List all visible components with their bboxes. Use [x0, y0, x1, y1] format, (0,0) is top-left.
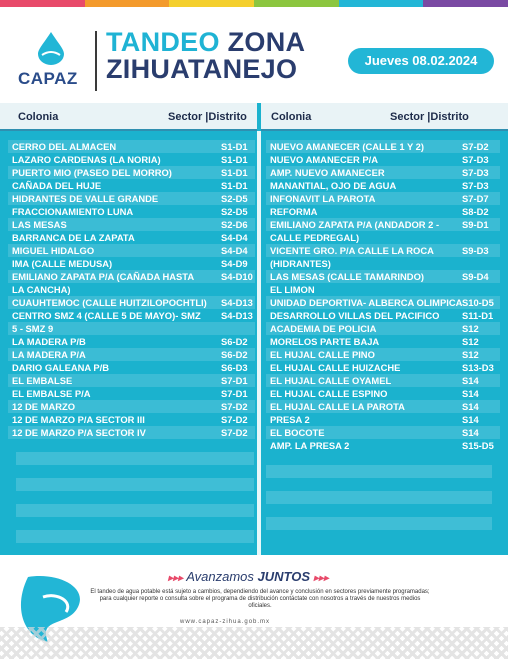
colonia-name: EL HUJAL CALLE HUIZACHE: [270, 362, 401, 373]
colonia-name: FRACCIONAMIENTO LUNA: [12, 206, 134, 217]
sector-code: S14: [462, 401, 479, 412]
title-part1: TANDEO: [106, 27, 220, 57]
table-row: [8, 257, 255, 270]
logo-text: CAPAZ: [18, 69, 78, 88]
table-row: [8, 374, 255, 387]
colonia-name: MORELOS PARTE BAJA: [270, 336, 380, 347]
colonia-name: AMP. NUEVO AMANECER: [270, 167, 385, 178]
sector-code: S1-D1: [221, 141, 248, 152]
colonia-name: LAS MESAS: [12, 219, 67, 230]
title-part2: ZONA: [227, 27, 306, 57]
sector-code: S7-D1: [221, 375, 248, 386]
table-row: [266, 205, 500, 218]
colonia-name: 12 DE MARZO P/A SECTOR III: [12, 414, 145, 425]
colonia-name: EMILIANO ZAPATA P/A (CAÑADA HASTA: [12, 271, 195, 282]
colonia-name: CERRO DEL ALMACEN: [12, 141, 117, 152]
date-badge: Jueves 08.02.2024: [348, 48, 494, 74]
sector-code: S7-D3: [462, 180, 489, 191]
sector-code: S13-D3: [462, 362, 494, 373]
table-row: [8, 296, 255, 309]
table-row: [266, 348, 500, 361]
sector-code: S12: [462, 336, 479, 347]
right-colonia-header: Colonia: [271, 111, 312, 123]
colonia-name: EL HUJAL CALLE LA PAROTA: [270, 401, 405, 412]
table-row: [266, 400, 500, 413]
table-row: [8, 231, 255, 244]
sector-code: S2-D6: [221, 219, 248, 230]
table-row: [8, 140, 255, 153]
table-row: [8, 413, 255, 426]
table-row: [8, 348, 255, 361]
colonia-name: EL HUJAL CALLE ESPINO: [270, 388, 388, 399]
table-row: [8, 400, 255, 413]
left-column-header: [0, 103, 257, 131]
sector-code: S14: [462, 375, 479, 386]
sector-code: S4-D4: [221, 245, 248, 256]
table-row: [8, 335, 255, 348]
sector-code: S9-D4: [462, 271, 489, 282]
colonia-name: ACADEMIA DE POLICIA: [270, 323, 377, 334]
sector-code: S1-D1: [221, 167, 248, 178]
colonia-name: PRESA 2: [270, 414, 310, 425]
sector-code: S10-D5: [462, 297, 494, 308]
colonia-name: CAÑADA DEL HUJE: [12, 180, 102, 191]
colonia-name: EMILIANO ZAPATA P/A (ANDADOR 2 -: [270, 219, 440, 230]
colonia-name: CENTRO SMZ 4 (CALLE 5 DE MAYO)- SMZ: [12, 310, 201, 321]
left-rows: [8, 140, 255, 439]
colonia-name: 12 DE MARZO: [12, 401, 76, 412]
colonia-name: LA MADERA P/B: [12, 336, 86, 347]
colonia-name: LAS MESAS (CALLE TAMARINDO): [270, 271, 424, 282]
empty-row: [16, 452, 254, 465]
right-column-header: [261, 103, 508, 131]
sector-code: S7-D3: [462, 167, 489, 178]
colonia-name: LA CANCHA): [12, 284, 71, 295]
colonia-name: (HIDRANTES): [270, 258, 331, 269]
header-divider: [95, 31, 97, 91]
colonia-name: AMP. LA PRESA 2: [270, 440, 350, 451]
header: [0, 7, 508, 100]
colonia-name: EL LIMON: [270, 284, 315, 295]
table-row: [266, 413, 500, 426]
empty-row: [266, 491, 492, 504]
colonia-name: CUAUHTEMOC (CALLE HUITZILOPOCHTLI): [12, 297, 207, 308]
colonia-name: HIDRANTES DE VALLE GRANDE: [12, 193, 159, 204]
table-row: [266, 439, 500, 452]
table-row: [266, 309, 500, 322]
sector-code: S2-D5: [221, 206, 248, 217]
slogan-part1: Avanzamos: [186, 569, 254, 584]
colonia-name: MIGUEL HIDALGO: [12, 245, 95, 256]
sector-code: S4-D13: [221, 310, 253, 321]
table-row: [8, 322, 255, 335]
right-sector-header: Sector |Distrito: [390, 111, 469, 123]
sector-code: S14: [462, 427, 479, 438]
colonia-name: 12 DE MARZO P/A SECTOR IV: [12, 427, 146, 438]
column-divider: [257, 131, 261, 555]
colonia-name: INFONAVIT LA PAROTA: [270, 193, 376, 204]
sector-code: S7-D3: [462, 154, 489, 165]
table-row: [8, 205, 255, 218]
colonia-name: EL BOCOTE: [270, 427, 325, 438]
colonia-name: BARRANCA DE LA ZAPATA: [12, 232, 135, 243]
top-color-strip: [0, 0, 508, 7]
left-sector-header: Sector |Distrito: [168, 111, 247, 123]
colonia-name: DARIO GALEANA P/B: [12, 362, 110, 373]
footer-note: El tandeo de agua potable está sujeto a cambios, dependiendo del avance y conclusión en sectores previamente programadas; para cualquier reporte o consulta sobre el programa de distribución contáctate con nosotros a través de nuestros medios oficiales.: [90, 589, 430, 609]
page-title: [106, 29, 305, 83]
table-row: [266, 322, 500, 335]
colonia-name: LA MADERA P/A: [12, 349, 86, 360]
table-row: [266, 270, 500, 283]
colonia-name: EL EMBALSE P/A: [12, 388, 91, 399]
table-row: [8, 361, 255, 374]
strip-segment: [85, 0, 170, 7]
sector-code: S7-D2: [221, 401, 248, 412]
table-row: [8, 192, 255, 205]
water-drop-icon: [36, 31, 66, 65]
table-row: [266, 257, 500, 270]
table-row: [8, 270, 255, 283]
empty-row: [266, 465, 492, 478]
table-row: [266, 387, 500, 400]
empty-row: [266, 517, 492, 530]
table-row: [266, 231, 500, 244]
sector-code: S7-D2: [462, 141, 489, 152]
schedule-table: [0, 103, 508, 555]
sector-code: S7-D2: [221, 414, 248, 425]
sector-code: S1-D1: [221, 180, 248, 191]
sector-code: S12: [462, 349, 479, 360]
colonia-name: UNIDAD DEPORTIVA- ALBERCA OLIMPICA: [270, 297, 463, 308]
colonia-name: PUERTO MIO (PASEO DEL MORRO): [12, 167, 172, 178]
left-colonia-header: Colonia: [18, 111, 59, 123]
title-line2: ZIHUATANEJO: [106, 54, 298, 84]
colonia-name: EL HUJAL CALLE OYAMEL: [270, 375, 392, 386]
table-row: [266, 335, 500, 348]
table-row: [8, 153, 255, 166]
strip-segment: [254, 0, 339, 7]
table-row: [266, 153, 500, 166]
colonia-name: MANANTIAL, OJO DE AGUA: [270, 180, 397, 191]
footer: [0, 555, 508, 659]
table-row: [8, 244, 255, 257]
sector-code: S1-D1: [221, 154, 248, 165]
sector-code: S4-D13: [221, 297, 253, 308]
table-row: [8, 179, 255, 192]
sector-code: S8-D2: [462, 206, 489, 217]
sector-code: S7-D2: [221, 427, 248, 438]
colonia-name: 5 - SMZ 9: [12, 323, 54, 334]
colonia-name: DESARROLLO VILLAS DEL PACIFICO: [270, 310, 440, 321]
colonia-name: CALLE PEDREGAL): [270, 232, 360, 243]
table-row: [266, 283, 500, 296]
colonia-name: REFORMA: [270, 206, 318, 217]
table-row: [266, 166, 500, 179]
sector-code: S2-D5: [221, 193, 248, 204]
sector-code: S6-D3: [221, 362, 248, 373]
colonia-name: EL HUJAL CALLE PINO: [270, 349, 375, 360]
sector-code: S9-D3: [462, 245, 489, 256]
table-row: [266, 244, 500, 257]
strip-segment: [0, 0, 85, 7]
colonia-name: LAZARO CARDENAS (LA NORIA): [12, 154, 161, 165]
sector-code: S6-D2: [221, 349, 248, 360]
table-row: [266, 192, 500, 205]
slogan-part2: JUNTOS: [257, 569, 311, 584]
table-row: [8, 283, 255, 296]
table-row: [8, 387, 255, 400]
colonia-name: VICENTE GRO. P/A CALLE LA ROCA: [270, 245, 434, 256]
sector-code: S14: [462, 414, 479, 425]
sector-code: S12: [462, 323, 479, 334]
sector-code: S6-D2: [221, 336, 248, 347]
decorative-pattern: [0, 627, 508, 659]
table-row: [266, 179, 500, 192]
sector-code: S4-D9: [221, 258, 248, 269]
table-row: [8, 309, 255, 322]
table-row: [266, 374, 500, 387]
table-row: [8, 426, 255, 439]
strip-segment: [423, 0, 508, 7]
empty-row: [16, 530, 254, 543]
colonia-name: NUEVO AMANECER (CALLE 1 Y 2): [270, 141, 425, 152]
sector-code: S7-D1: [221, 388, 248, 399]
table-row: [266, 296, 500, 309]
colonia-name: EL EMBALSE: [12, 375, 73, 386]
sector-code: S4-D4: [221, 232, 248, 243]
table-row: [266, 426, 500, 439]
table-row: [8, 166, 255, 179]
colonia-name: IMA (CALLE MEDUSA): [12, 258, 113, 269]
sector-code: S9-D1: [462, 219, 489, 230]
empty-row: [16, 504, 254, 517]
sector-code: S11-D1: [462, 310, 494, 321]
sector-code: S4-D10: [221, 271, 253, 282]
website-url: www.capaz-zihua.gob.mx: [180, 619, 271, 625]
sector-code: S15-D5: [462, 440, 494, 451]
table-row: [8, 218, 255, 231]
colonia-name: NUEVO AMANECER P/A: [270, 154, 378, 165]
strip-segment: [339, 0, 424, 7]
slogan: ▸▸▸ Avanzamos JUNTOS ▸▸▸: [168, 569, 329, 584]
table-row: [266, 140, 500, 153]
sector-code: S7-D7: [462, 193, 489, 204]
empty-row: [16, 478, 254, 491]
sector-code: S14: [462, 388, 479, 399]
right-rows: [266, 140, 500, 452]
strip-segment: [169, 0, 254, 7]
table-row: [266, 361, 500, 374]
table-row: [266, 218, 500, 231]
